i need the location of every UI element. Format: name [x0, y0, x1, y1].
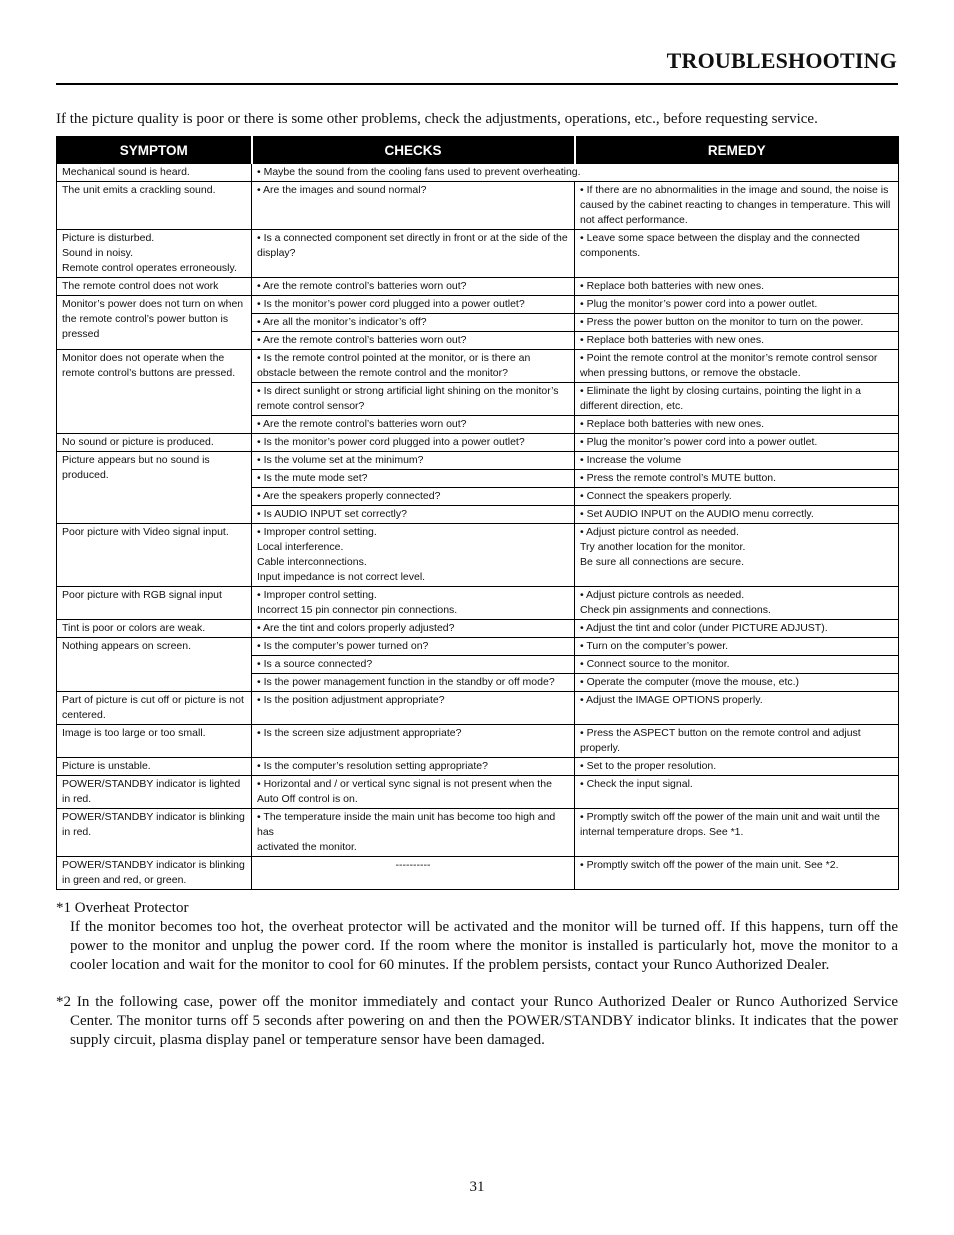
symptom-cell: Picture appears but no sound is produced. [57, 452, 252, 524]
remedy-cell: • Replace both batteries with new ones. [575, 332, 899, 350]
symptom-cell: Picture is disturbed. Sound in noisy. Remote control operates erroneously. [57, 230, 252, 278]
table-row [57, 182, 899, 230]
check-cell: • Is the power management function in the standby or off mode? [252, 674, 575, 692]
check-cell: • Is direct sunlight or strong artificial light shining on the monitor’s remote control sensor? [252, 383, 575, 416]
remedy-cell: • Plug the monitor’s power cord into a power outlet. [575, 296, 899, 314]
remedy-cell: • Set to the proper resolution. [575, 758, 899, 776]
remedy-cell: • Promptly switch off the power of the main unit. See *2. [575, 857, 899, 890]
check-cell: • Horizontal and / or vertical sync signal is not present when the Auto Off control is on. [252, 776, 575, 809]
table-row [57, 638, 899, 656]
symptom-cell: POWER/STANDBY indicator is blinking in red. [57, 809, 252, 857]
check-cell: • Is the monitor’s power cord plugged into a power outlet? [252, 296, 575, 314]
remedy-cell: • Adjust picture controls as needed. Check pin assignments and connections. [575, 587, 899, 620]
remedy-cell: • Press the power button on the monitor to turn on the power. [575, 314, 899, 332]
table-row [57, 620, 899, 638]
check-cell: • Is the position adjustment appropriate? [252, 692, 575, 725]
check-cell: ---------- [252, 857, 575, 890]
table-header-row [57, 137, 899, 164]
symptom-cell: The remote control does not work [57, 278, 252, 296]
remedy-cell: • If there are no abnormalities in the image and sound, the noise is caused by the cabinet reacting to changes in temperature. This will not affect performance. [575, 182, 899, 230]
note-service [56, 993, 898, 1050]
check-cell: • The temperature inside the main unit has become too high and has activated the monitor. [252, 809, 575, 857]
symptom-cell: Part of picture is cut off or picture is not centered. [57, 692, 252, 725]
table-row [57, 434, 899, 452]
symptom-cell: Picture is unstable. [57, 758, 252, 776]
check-cell: • Are the tint and colors properly adjusted? [252, 620, 575, 638]
symptom-cell: POWER/STANDBY indicator is blinking in green and red, or green. [57, 857, 252, 890]
table-row [57, 164, 899, 182]
table-row [57, 857, 899, 890]
remedy-cell: • Eliminate the light by closing curtains, pointing the light in a different direction, etc. [575, 383, 899, 416]
check-cell: • Are the images and sound normal? [252, 182, 575, 230]
table-row [57, 230, 899, 278]
check-cell: • Is the computer’s resolution setting appropriate? [252, 758, 575, 776]
remedy-cell: • Set AUDIO INPUT on the AUDIO menu correctly. [575, 506, 899, 524]
remedy-cell: • Connect the speakers properly. [575, 488, 899, 506]
remedy-cell: • Point the remote control at the monitor’s remote control sensor when pressing buttons, or remove the obstacle. [575, 350, 899, 383]
table-row [57, 725, 899, 758]
check-cell: • Is the screen size adjustment appropriate? [252, 725, 575, 758]
check-cell: • Is the mute mode set? [252, 470, 575, 488]
table-body [57, 164, 899, 890]
table-row [57, 452, 899, 470]
table-row [57, 776, 899, 809]
table-row [57, 692, 899, 725]
remedy-cell: • Press the ASPECT button on the remote control and adjust properly. [575, 725, 899, 758]
note-2-text: *2 In the following case, power off the monitor immediately and contact your Runco Authorized Dealer or Runco Authorized Service Center. The monitor turns off 5 seconds after powering on and then the POWER/STANDBY indicator blinks. It indicates that the power supply circuit, plasma display panel or temperature sensor have been damaged. [56, 994, 898, 1048]
check-cell: • Are the remote control’s batteries worn out? [252, 278, 575, 296]
column-header-checks: CHECKS [252, 137, 575, 164]
check-cell: • Is a connected component set directly in front or at the side of the display? [252, 230, 575, 278]
note-overheat [56, 899, 898, 975]
remedy-cell: • Increase the volume [575, 452, 899, 470]
remedy-cell: • Leave some space between the display and the connected components. [575, 230, 899, 278]
symptom-cell: Poor picture with Video signal input. [57, 524, 252, 587]
check-cell: • Is the monitor’s power cord plugged into a power outlet? [252, 434, 575, 452]
check-cell: • Is the volume set at the minimum? [252, 452, 575, 470]
symptom-cell: The unit emits a crackling sound. [57, 182, 252, 230]
table-row [57, 758, 899, 776]
page-title: TROUBLESHOOTING [666, 48, 897, 73]
table-row [57, 524, 899, 587]
remedy-cell: • Replace both batteries with new ones. [575, 278, 899, 296]
remedy-cell: • Press the remote control’s MUTE button. [575, 470, 899, 488]
column-header-symptom: SYMPTOM [57, 137, 252, 164]
remedy-cell: • Adjust the tint and color (under PICTURE ADJUST). [575, 620, 899, 638]
column-header-remedy: REMEDY [575, 137, 899, 164]
table-row [57, 278, 899, 296]
symptom-cell: No sound or picture is produced. [57, 434, 252, 452]
check-cell: • Are the remote control’s batteries worn out? [252, 332, 575, 350]
check-cell: • Are the speakers properly connected? [252, 488, 575, 506]
note-1-heading: *1 Overheat Protector [56, 900, 189, 916]
remedy-cell: • Replace both batteries with new ones. [575, 416, 899, 434]
remedy-cell: • Check the input signal. [575, 776, 899, 809]
table-row [57, 296, 899, 314]
table-row [57, 809, 899, 857]
check-cell: • Maybe the sound from the cooling fans used to prevent overheating. [252, 164, 899, 182]
remedy-cell: • Turn on the computer’s power. [575, 638, 899, 656]
remedy-cell: • Operate the computer (move the mouse, etc.) [575, 674, 899, 692]
page-number: 31 [469, 1179, 485, 1195]
check-cell: • Are the remote control’s batteries worn out? [252, 416, 575, 434]
table-row [57, 350, 899, 383]
symptom-cell: Monitor does not operate when the remote control’s buttons are pressed. [57, 350, 252, 434]
title-rule [56, 83, 898, 85]
remedy-cell: • Plug the monitor’s power cord into a power outlet. [575, 434, 899, 452]
intro-text: If the picture quality is poor or there is some other problems, check the adjustments, operations, etc., before requesting service. [56, 111, 818, 127]
symptom-cell: Mechanical sound is heard. [57, 164, 252, 182]
remedy-cell: • Promptly switch off the power of the main unit and wait until the internal temperature drops. See *1. [575, 809, 899, 857]
table-row [57, 587, 899, 620]
note-1-body: If the monitor becomes too hot, the overheat protector will be activated and the monitor will be turned off. If this happens, turn off the power to the monitor and unplug the power cord. If the room where the monitor is installed is particularly hot, move the monitor to a cooler location and wait for the monitor to cool for 60 minutes. If the problem persists, contact your Runco Authorized Dealer. [70, 919, 898, 973]
troubleshooting-table [56, 136, 899, 890]
check-cell: • Is the computer’s power turned on? [252, 638, 575, 656]
symptom-cell: Image is too large or too small. [57, 725, 252, 758]
check-cell: • Are all the monitor’s indicator’s off? [252, 314, 575, 332]
check-cell: • Is AUDIO INPUT set correctly? [252, 506, 575, 524]
symptom-cell: Tint is poor or colors are weak. [57, 620, 252, 638]
remedy-cell: • Adjust the IMAGE OPTIONS properly. [575, 692, 899, 725]
check-cell: • Improper control setting. Incorrect 15 pin connector pin connections. [252, 587, 575, 620]
symptom-cell: Nothing appears on screen. [57, 638, 252, 692]
check-cell: • Is the remote control pointed at the monitor, or is there an obstacle between the remote control and the monitor? [252, 350, 575, 383]
remedy-cell: • Adjust picture control as needed. Try another location for the monitor. Be sure all connections are secure. [575, 524, 899, 587]
symptom-cell: Monitor’s power does not turn on when the remote control’s power button is pressed [57, 296, 252, 350]
check-cell: • Is a source connected? [252, 656, 575, 674]
check-cell: • Improper control setting. Local interference. Cable interconnections. Input impedance is not correct level. [252, 524, 575, 587]
symptom-cell: POWER/STANDBY indicator is lighted in red. [57, 776, 252, 809]
symptom-cell: Poor picture with RGB signal input [57, 587, 252, 620]
remedy-cell: • Connect source to the monitor. [575, 656, 899, 674]
